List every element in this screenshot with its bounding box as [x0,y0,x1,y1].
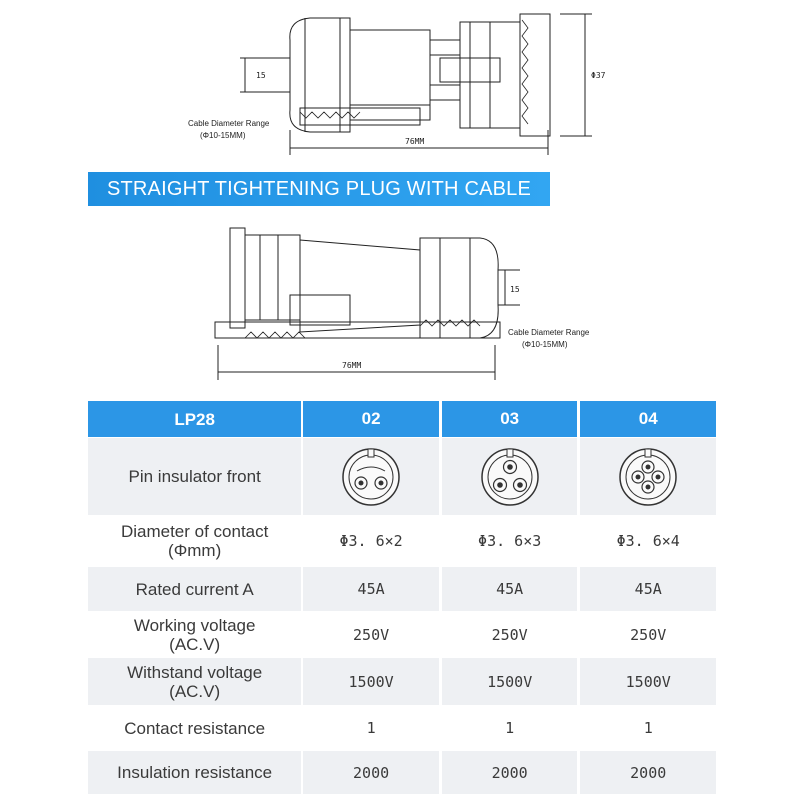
value-03: 1500V [442,658,578,705]
value-02: Φ3. 6×2 [303,516,439,566]
bottom-dim-height: 15 [510,285,520,294]
row-label [88,612,301,657]
two-pin-icon [339,445,403,509]
table-row-insulation-resistance [88,751,716,794]
value-03: 1 [442,706,578,750]
row-label [88,516,301,566]
value-03: Φ3. 6×3 [442,516,578,566]
bottom-cable-range: (Φ10-15MM) [522,340,568,349]
top-dim-length: 76MM [405,137,425,146]
value-04: 2000 [580,751,716,794]
table-row-rated-current [88,567,716,611]
table-row-working-voltage [88,612,716,657]
row-label-line2: (AC.V) [169,634,221,654]
four-pin-icon [616,445,680,509]
value-04: 1 [580,706,716,750]
top-dim-height: 15 [256,71,266,80]
value-04: 45A [580,567,716,611]
value-03: 45A [442,567,578,611]
value-03: 2000 [442,751,578,794]
row-label [88,658,301,705]
row-label-line1: Diameter of contact [120,522,269,541]
row-label: Rated current A [88,567,301,611]
row-label-line1: Working voltage [133,615,256,635]
header-col-02: 02 [303,401,439,437]
value-04: 250V [580,612,716,657]
top-dim-diameter: Φ37 [591,71,606,80]
plug-side-view-svg [0,210,800,385]
value-02: 1 [303,706,439,750]
connector-drawing-bottom [0,210,800,385]
bottom-dim-length: 76MM [342,361,362,370]
row-label-line1: Withstand voltage [127,662,263,682]
pin-insulator-2-pin [303,438,439,515]
header-col-04: 04 [580,401,716,437]
value-03: 250V [442,612,578,657]
row-label: Pin insulator front [88,438,301,515]
value-04: 1500V [580,658,716,705]
bottom-cable-label: Cable Diameter Range [508,328,590,337]
header-col-03: 03 [442,401,578,437]
connector-drawing-top [0,0,800,165]
section-banner: STRAIGHT TIGHTENING PLUG WITH CABLE [88,172,550,206]
top-cable-range: (Φ10-15MM) [200,131,246,140]
row-label: Contact resistance [88,706,301,750]
value-02: 250V [303,612,439,657]
spec-table [88,401,716,794]
value-02: 1500V [303,658,439,705]
three-pin-icon [478,445,542,509]
table-row-contact-resistance [88,706,716,750]
connector-side-view-svg [0,0,800,165]
table-row-contact-diameter [88,516,716,566]
table-header-row [88,401,716,437]
pin-insulator-3-pin [442,438,578,515]
value-02: 2000 [303,751,439,794]
table-row-pin-insulator [88,438,716,515]
header-model: LP28 [88,401,301,437]
row-label-line2: (AC.V) [169,681,221,701]
table-row-withstand-voltage [88,658,716,705]
row-label-line2: (Φmm) [168,541,222,560]
value-02: 45A [303,567,439,611]
value-04: Φ3. 6×4 [580,516,716,566]
top-cable-label: Cable Diameter Range [188,119,270,128]
pin-insulator-4-pin [580,438,716,515]
row-label: Insulation resistance [88,751,301,794]
